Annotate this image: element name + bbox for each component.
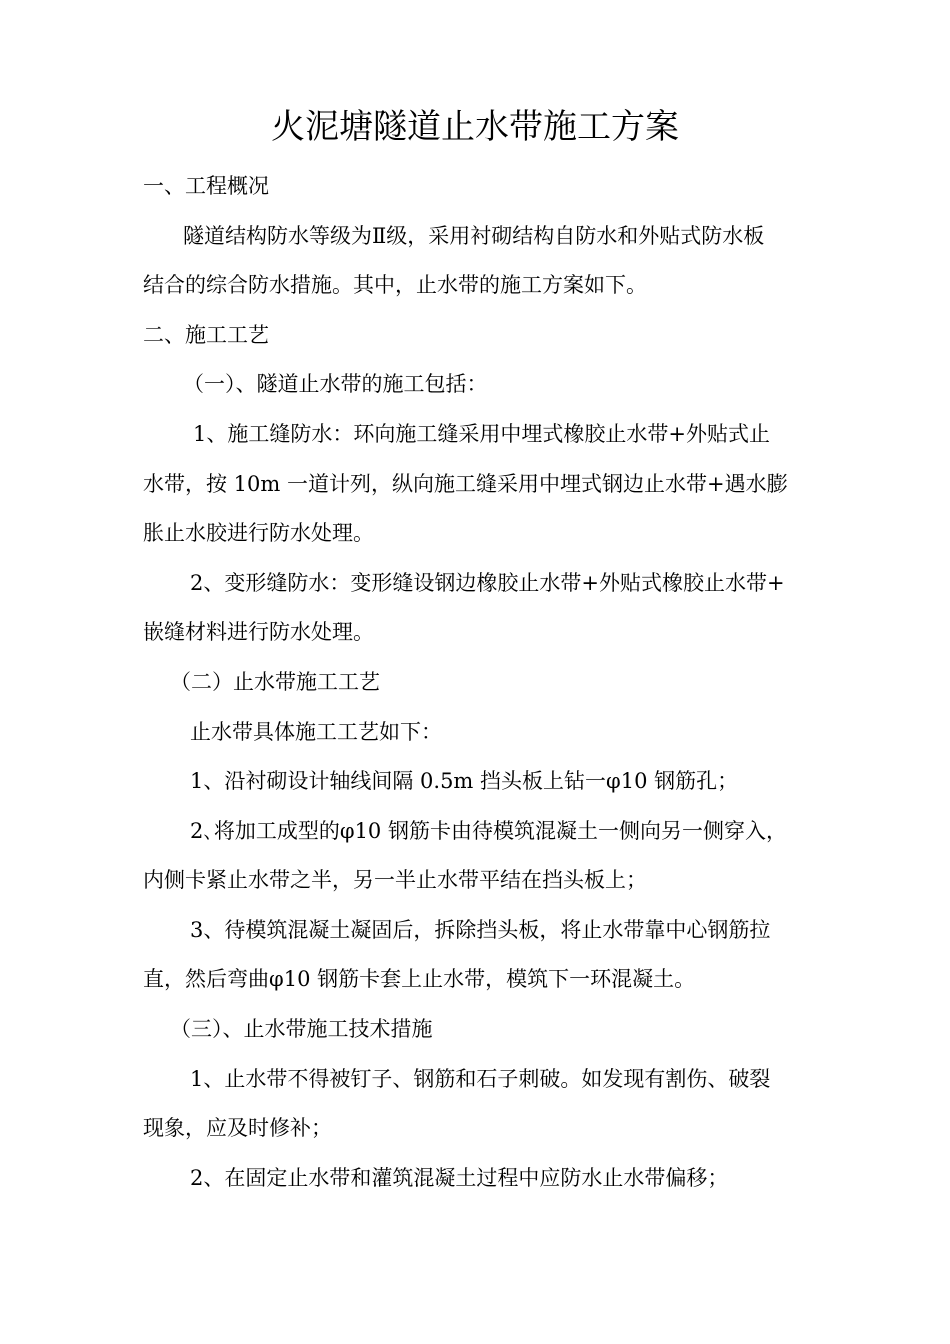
paragraph-line: 水带，按 10m 一道计列，纵向施工缝采用中埋式钢边止水带+遇水膨: [143, 472, 788, 496]
paragraph-line: 2、变形缝防水：变形缝设钢边橡胶止水带+外贴式橡胶止水带+: [190, 571, 785, 595]
section-heading-process: 二、施工工艺: [143, 323, 269, 347]
subsection-heading: （三）、止水带施工技术措施: [170, 1017, 433, 1041]
document-title: 火泥塘隧道止水带施工方案: [271, 107, 679, 147]
paragraph-line: 胀止水胶进行防水处理。: [143, 521, 374, 545]
paragraph-line: 内侧卡紧止水带之半，另一半止水带平结在挡头板上；: [143, 868, 647, 892]
paragraph-line: 止水带具体施工工艺如下：: [190, 720, 442, 744]
subsection-heading: （二）止水带施工工艺: [170, 670, 380, 694]
paragraph-line: 1、沿衬砌设计轴线间隔 0.5m 挡头板上钻一φ10 钢筋孔；: [190, 769, 739, 793]
paragraph-line: 嵌缝材料进行防水处理。: [143, 620, 374, 644]
paragraph-line: 1、止水带不得被钉子、钢筋和石子刺破。如发现有割伤、破裂: [190, 1067, 771, 1091]
paragraph-line: 现象，应及时修补；: [143, 1116, 332, 1140]
subsection-heading: （一）、隧道止水带的施工包括：: [183, 372, 488, 396]
paragraph-line: 1、施工缝防水：环向施工缝采用中埋式橡胶止水带+外贴式止: [193, 422, 770, 446]
paragraph-line: 隧道结构防水等级为Ⅱ级，采用衬砌结构自防水和外贴式防水板: [183, 224, 765, 248]
paragraph-line: 结合的综合防水措施。其中，止水带的施工方案如下。: [143, 273, 647, 297]
paragraph-line: 2、在固定止水带和灌筑混凝土过程中应防水止水带偏移；: [190, 1166, 729, 1190]
section-heading-overview: 一、工程概况: [143, 174, 269, 198]
paragraph-line: 3、待模筑混凝土凝固后，拆除挡头板，将止水带靠中心钢筋拉: [190, 918, 771, 942]
paragraph-line: 直，然后弯曲φ10 钢筋卡套上止水带，模筑下一环混凝土。: [143, 967, 696, 991]
paragraph-line: 2､将加工成型的φ10 钢筋卡由待模筑混凝土一侧向另一侧穿入，: [190, 819, 787, 843]
